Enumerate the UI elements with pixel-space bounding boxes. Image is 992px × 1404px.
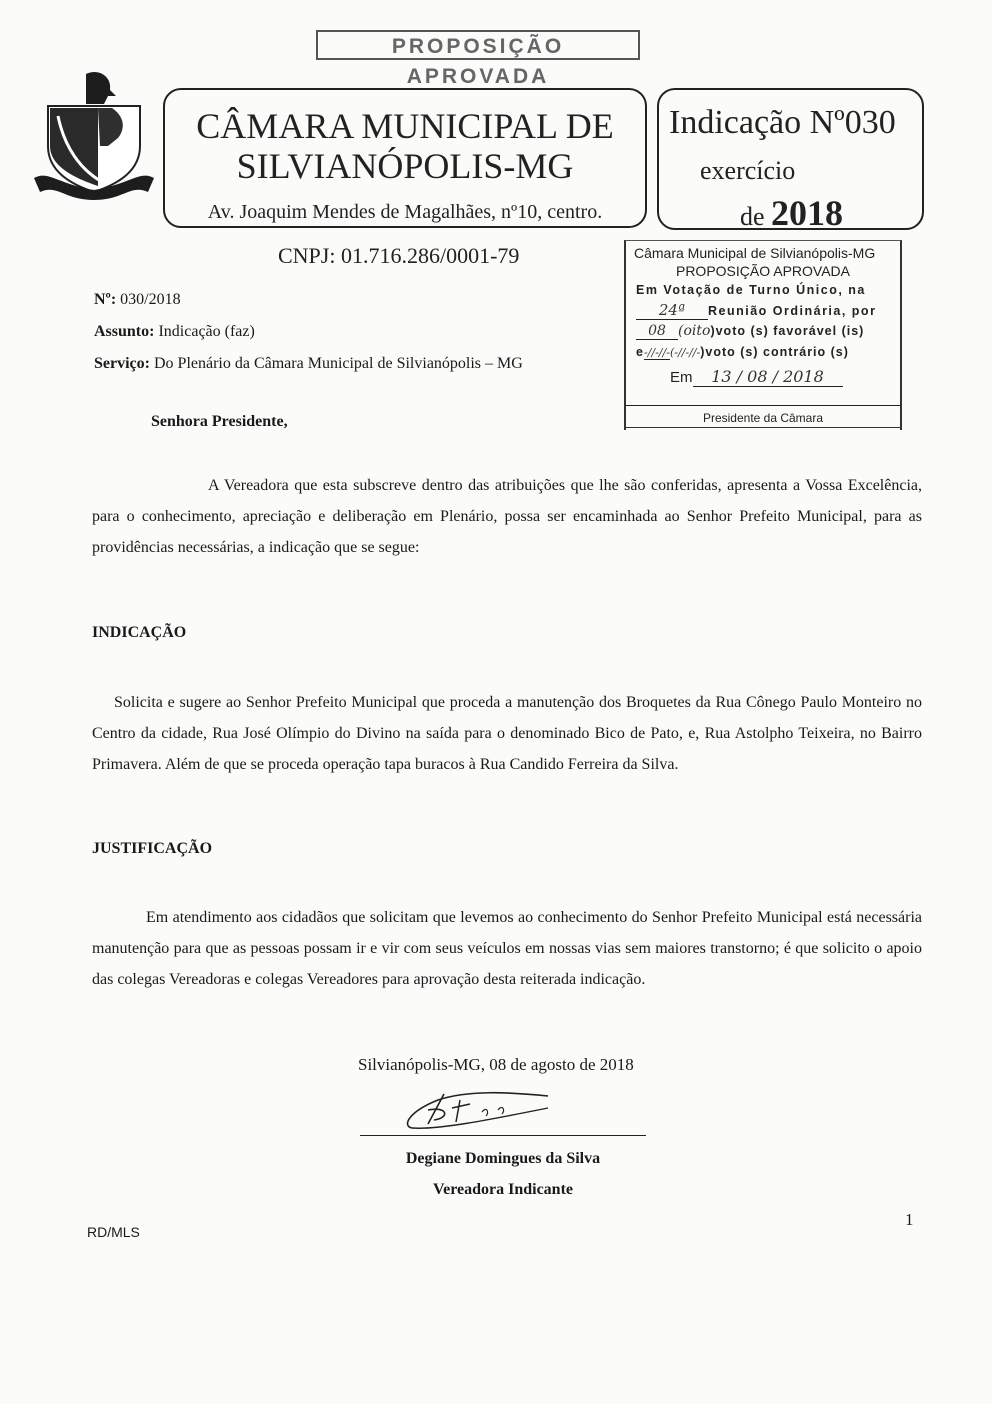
approval-stamp-session: [636, 301, 900, 320]
approval-stamp-signature-label: Presidente da Câmara: [702, 411, 824, 425]
votes-for-number: 08: [636, 323, 678, 340]
doc-service-label: Serviço:: [94, 355, 150, 372]
approval-stamp-chamber: Câmara Municipal de Silvianópolis-MG: [634, 245, 876, 261]
doc-number: [94, 291, 181, 309]
doc-service-value: Do Plenário da Câmara Municipal de Silvianópolis – MG: [153, 355, 523, 372]
page-number: 1: [905, 1210, 914, 1229]
signer-name: Degiane Domingues da Silva: [405, 1150, 601, 1167]
votes-for-words: (oito: [678, 323, 711, 339]
indication-year: [740, 192, 843, 234]
indication-exercise-label: exercício: [700, 156, 796, 185]
justificacao-heading: JUSTIFICAÇÃO: [92, 840, 213, 857]
approval-stamp-vote-type: Em Votação de Turno Único, na: [636, 283, 866, 297]
signer-role: Vereadora Indicante: [433, 1181, 573, 1198]
doc-subject-label: Assunto:: [94, 323, 155, 340]
doc-number-label: Nº:: [94, 291, 117, 308]
indication-number-box: [657, 88, 924, 233]
signature-image: [398, 1086, 578, 1136]
chamber-address: Av. Joaquim Mendes de Magalhães, nº10, centro.: [207, 201, 603, 223]
approval-date-handwritten: 13 / 08 / 2018: [693, 367, 843, 387]
session-number-handwritten: 24ª: [636, 301, 708, 320]
votes-for-label: )voto (s) favorável (is): [710, 324, 865, 338]
place-and-date: Silvianópolis-MG, 08 de agosto de 2018: [358, 1055, 634, 1074]
approval-stamp: [624, 240, 902, 430]
doc-service: [94, 355, 523, 373]
doc-subject-value: Indicação (faz): [158, 323, 255, 340]
votes-against-label: )voto (s) contrário (s): [700, 345, 849, 359]
indicacao-heading: INDICAÇÃO: [92, 624, 187, 641]
session-label: Reunião Ordinária, por: [708, 304, 877, 318]
indication-number: Indicação Nº030: [669, 104, 896, 141]
municipal-crest-logo: [28, 66, 158, 201]
approval-stamp-votes-against: [636, 345, 900, 359]
approval-stamp-date: [670, 367, 900, 387]
votes-against-number: -//-//-: [643, 346, 670, 359]
approval-stamp-title: PROPOSIÇÃO APROVADA: [675, 263, 850, 279]
doc-subject: [94, 323, 255, 341]
stamp-bottom-border: [626, 427, 900, 428]
signature-line: [626, 405, 900, 406]
footer-initials: RD/MLS: [87, 1224, 140, 1240]
signature-line-main: [360, 1135, 646, 1136]
chamber-name-line2: SILVIANÓPOLIS-MG: [236, 146, 574, 186]
votes-against-words: (-//-//-: [669, 346, 701, 359]
chamber-name-line1: CÂMARA MUNICIPAL DE: [196, 106, 614, 146]
indicacao-paragraph: Solicita e sugere ao Senhor Prefeito Municipal que proceda a manutenção dos Broquetes da Rua Cônego Paulo Monteiro no Centro da cidade, Rua José Olímpio do Divino na saída para o denominado Bico de Pato, e, Rua Astolpho Teixeira, no Bairro Primavera. Além de que se proceda operação tapa buracos à Rua Candido Ferreira da Silva.: [92, 694, 922, 773]
indication-year-value: 2018: [771, 193, 844, 233]
justificacao-paragraph: Em atendimento aos cidadãos que solicitam que levemos ao conhecimento do Senhor Prefeito Municipal está necessária manutenção para que as pessoas possam ir e vir com seus veículos em nossas vias sem maiores transtorno; é que solicito o apoio das colegas Vereadoras e colegas Vereadores para aprovação desta reiterada indicação.: [92, 909, 922, 988]
cnpj: CNPJ: 01.716.286/0001-79: [278, 243, 520, 268]
crest-icon: [28, 66, 158, 201]
approval-stamp-votes-for: [636, 323, 900, 340]
doc-number-value: 030/2018: [120, 291, 181, 308]
date-prefix: Em: [670, 369, 693, 386]
header-box: [163, 88, 647, 228]
votes-against-prefix: e: [636, 345, 644, 359]
handwritten-signature-icon: [398, 1086, 578, 1136]
approved-stamp-top: PROPOSIÇÃO APROVADA: [316, 30, 640, 60]
salutation: Senhora Presidente,: [151, 413, 288, 430]
indication-year-prefix: de: [740, 202, 765, 231]
intro-paragraph: A Vereadora que esta subscreve dentro das atribuições que lhe são conferidas, apresenta a Vossa Excelência, para o conhecimento, apreciação e deliberação em Plenário, possa ser encaminhada ao Senhor Prefeito Municipal, para as providências necessárias, a indicação que se segue:: [92, 477, 922, 556]
